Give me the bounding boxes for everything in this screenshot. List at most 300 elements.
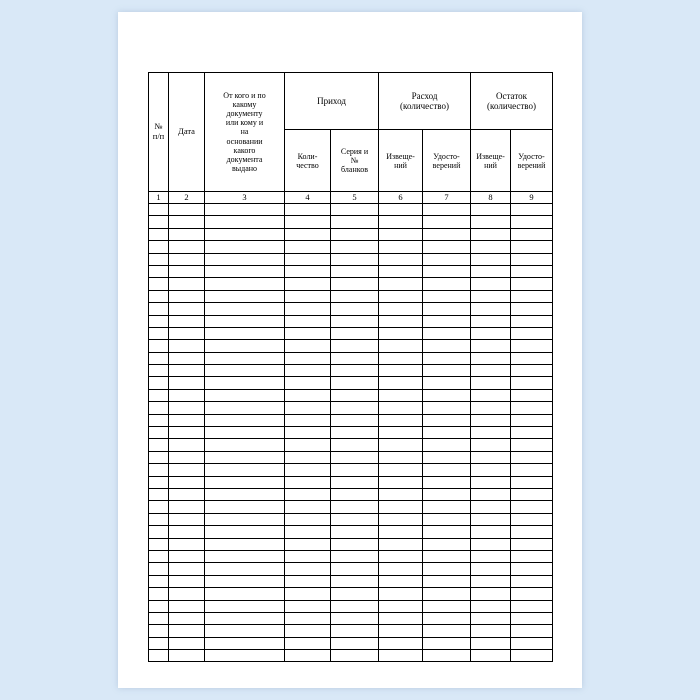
table-cell[interactable] (511, 402, 553, 414)
table-cell[interactable] (205, 402, 285, 414)
table-cell[interactable] (169, 414, 205, 426)
table-cell[interactable] (379, 352, 423, 364)
table-cell[interactable] (285, 575, 331, 587)
table-cell[interactable] (471, 402, 511, 414)
table-row[interactable] (149, 427, 553, 439)
table-cell[interactable] (331, 377, 379, 389)
table-cell[interactable] (423, 427, 471, 439)
table-cell[interactable] (331, 650, 379, 662)
table-cell[interactable] (205, 575, 285, 587)
table-row[interactable] (149, 476, 553, 488)
table-cell[interactable] (169, 303, 205, 315)
table-cell[interactable] (331, 439, 379, 451)
table-cell[interactable] (423, 612, 471, 624)
table-cell[interactable] (379, 228, 423, 240)
table-cell[interactable] (331, 228, 379, 240)
table-cell[interactable] (423, 340, 471, 352)
table-cell[interactable] (511, 612, 553, 624)
table-cell[interactable] (149, 204, 169, 216)
table-cell[interactable] (511, 389, 553, 401)
table-cell[interactable] (331, 538, 379, 550)
table-cell[interactable] (169, 600, 205, 612)
table-cell[interactable] (511, 650, 553, 662)
table-cell[interactable] (331, 352, 379, 364)
table-cell[interactable] (379, 241, 423, 253)
table-cell[interactable] (205, 451, 285, 463)
table-cell[interactable] (149, 625, 169, 637)
table-cell[interactable] (169, 550, 205, 562)
table-cell[interactable] (471, 637, 511, 649)
table-cell[interactable] (169, 451, 205, 463)
table-cell[interactable] (511, 241, 553, 253)
table-cell[interactable] (379, 513, 423, 525)
table-cell[interactable] (205, 327, 285, 339)
table-row[interactable] (149, 501, 553, 513)
table-row[interactable] (149, 575, 553, 587)
table-cell[interactable] (285, 204, 331, 216)
table-cell[interactable] (423, 352, 471, 364)
table-cell[interactable] (423, 600, 471, 612)
table-cell[interactable] (423, 575, 471, 587)
table-cell[interactable] (379, 501, 423, 513)
table-cell[interactable] (169, 352, 205, 364)
table-cell[interactable] (379, 265, 423, 277)
table-cell[interactable] (205, 241, 285, 253)
table-cell[interactable] (169, 204, 205, 216)
table-cell[interactable] (511, 637, 553, 649)
table-cell[interactable] (379, 315, 423, 327)
table-cell[interactable] (379, 650, 423, 662)
table-cell[interactable] (423, 241, 471, 253)
table-cell[interactable] (511, 476, 553, 488)
table-cell[interactable] (511, 464, 553, 476)
table-cell[interactable] (471, 526, 511, 538)
table-cell[interactable] (331, 451, 379, 463)
table-cell[interactable] (379, 526, 423, 538)
table-cell[interactable] (471, 352, 511, 364)
table-cell[interactable] (285, 352, 331, 364)
table-cell[interactable] (511, 204, 553, 216)
table-cell[interactable] (379, 290, 423, 302)
table-cell[interactable] (149, 464, 169, 476)
table-cell[interactable] (149, 278, 169, 290)
table-cell[interactable] (379, 427, 423, 439)
table-cell[interactable] (471, 612, 511, 624)
table-cell[interactable] (205, 377, 285, 389)
table-cell[interactable] (285, 228, 331, 240)
table-cell[interactable] (205, 538, 285, 550)
table-row[interactable] (149, 625, 553, 637)
table-cell[interactable] (471, 550, 511, 562)
table-row[interactable] (149, 600, 553, 612)
table-cell[interactable] (169, 427, 205, 439)
table-cell[interactable] (511, 513, 553, 525)
table-cell[interactable] (379, 588, 423, 600)
table-row[interactable] (149, 340, 553, 352)
table-cell[interactable] (471, 439, 511, 451)
table-cell[interactable] (285, 637, 331, 649)
table-cell[interactable] (379, 612, 423, 624)
table-cell[interactable] (471, 204, 511, 216)
table-cell[interactable] (331, 402, 379, 414)
table-cell[interactable] (205, 588, 285, 600)
table-cell[interactable] (205, 414, 285, 426)
table-cell[interactable] (149, 389, 169, 401)
table-cell[interactable] (511, 278, 553, 290)
table-cell[interactable] (379, 278, 423, 290)
table-cell[interactable] (471, 228, 511, 240)
table-cell[interactable] (285, 414, 331, 426)
table-cell[interactable] (379, 327, 423, 339)
table-cell[interactable] (149, 513, 169, 525)
table-cell[interactable] (379, 488, 423, 500)
table-cell[interactable] (285, 278, 331, 290)
table-cell[interactable] (149, 340, 169, 352)
table-cell[interactable] (205, 513, 285, 525)
table-cell[interactable] (331, 340, 379, 352)
table-cell[interactable] (205, 526, 285, 538)
table-cell[interactable] (379, 377, 423, 389)
table-cell[interactable] (379, 625, 423, 637)
table-cell[interactable] (285, 476, 331, 488)
table-cell[interactable] (331, 526, 379, 538)
table-cell[interactable] (205, 340, 285, 352)
table-cell[interactable] (511, 340, 553, 352)
table-cell[interactable] (169, 439, 205, 451)
table-row[interactable] (149, 451, 553, 463)
table-cell[interactable] (379, 216, 423, 228)
table-cell[interactable] (205, 365, 285, 377)
table-row[interactable] (149, 377, 553, 389)
table-cell[interactable] (471, 365, 511, 377)
table-cell[interactable] (169, 340, 205, 352)
table-cell[interactable] (331, 501, 379, 513)
table-cell[interactable] (511, 451, 553, 463)
table-cell[interactable] (471, 278, 511, 290)
table-cell[interactable] (169, 538, 205, 550)
table-cell[interactable] (149, 488, 169, 500)
table-cell[interactable] (471, 513, 511, 525)
table-row[interactable] (149, 228, 553, 240)
table-cell[interactable] (423, 550, 471, 562)
table-cell[interactable] (285, 265, 331, 277)
table-cell[interactable] (331, 563, 379, 575)
table-cell[interactable] (423, 228, 471, 240)
table-cell[interactable] (423, 538, 471, 550)
table-cell[interactable] (511, 501, 553, 513)
table-cell[interactable] (511, 427, 553, 439)
table-cell[interactable] (285, 303, 331, 315)
table-cell[interactable] (205, 290, 285, 302)
table-cell[interactable] (423, 476, 471, 488)
table-cell[interactable] (511, 315, 553, 327)
table-cell[interactable] (471, 488, 511, 500)
table-cell[interactable] (511, 265, 553, 277)
table-row[interactable] (149, 612, 553, 624)
table-cell[interactable] (205, 612, 285, 624)
table-cell[interactable] (149, 588, 169, 600)
table-cell[interactable] (471, 575, 511, 587)
table-cell[interactable] (285, 526, 331, 538)
table-cell[interactable] (285, 650, 331, 662)
table-cell[interactable] (205, 253, 285, 265)
table-cell[interactable] (511, 414, 553, 426)
table-cell[interactable] (511, 538, 553, 550)
table-cell[interactable] (331, 389, 379, 401)
table-cell[interactable] (169, 228, 205, 240)
table-cell[interactable] (169, 389, 205, 401)
table-cell[interactable] (471, 340, 511, 352)
table-cell[interactable] (331, 625, 379, 637)
table-row[interactable] (149, 253, 553, 265)
table-cell[interactable] (331, 600, 379, 612)
table-cell[interactable] (331, 464, 379, 476)
table-cell[interactable] (285, 216, 331, 228)
table-cell[interactable] (205, 204, 285, 216)
table-cell[interactable] (331, 303, 379, 315)
table-cell[interactable] (423, 464, 471, 476)
table-cell[interactable] (285, 464, 331, 476)
table-cell[interactable] (379, 414, 423, 426)
table-cell[interactable] (285, 402, 331, 414)
table-cell[interactable] (285, 241, 331, 253)
table-cell[interactable] (471, 241, 511, 253)
table-cell[interactable] (423, 265, 471, 277)
table-cell[interactable] (285, 563, 331, 575)
table-cell[interactable] (149, 600, 169, 612)
table-cell[interactable] (511, 563, 553, 575)
table-cell[interactable] (471, 315, 511, 327)
table-cell[interactable] (511, 228, 553, 240)
table-cell[interactable] (423, 451, 471, 463)
table-cell[interactable] (169, 526, 205, 538)
table-cell[interactable] (511, 352, 553, 364)
table-row[interactable] (149, 315, 553, 327)
table-row[interactable] (149, 637, 553, 649)
table-row[interactable] (149, 563, 553, 575)
table-cell[interactable] (205, 476, 285, 488)
table-cell[interactable] (471, 476, 511, 488)
table-cell[interactable] (471, 427, 511, 439)
table-cell[interactable] (285, 625, 331, 637)
table-cell[interactable] (169, 650, 205, 662)
table-cell[interactable] (511, 588, 553, 600)
table-cell[interactable] (205, 637, 285, 649)
table-cell[interactable] (205, 439, 285, 451)
table-cell[interactable] (331, 414, 379, 426)
table-cell[interactable] (471, 377, 511, 389)
table-cell[interactable] (511, 253, 553, 265)
table-cell[interactable] (331, 241, 379, 253)
table-cell[interactable] (331, 253, 379, 265)
table-cell[interactable] (379, 600, 423, 612)
table-cell[interactable] (331, 427, 379, 439)
table-cell[interactable] (471, 538, 511, 550)
table-row[interactable] (149, 389, 553, 401)
table-cell[interactable] (285, 612, 331, 624)
table-cell[interactable] (169, 216, 205, 228)
table-cell[interactable] (205, 315, 285, 327)
table-cell[interactable] (331, 365, 379, 377)
table-cell[interactable] (331, 588, 379, 600)
table-cell[interactable] (471, 414, 511, 426)
table-cell[interactable] (285, 513, 331, 525)
table-row[interactable] (149, 439, 553, 451)
table-cell[interactable] (169, 625, 205, 637)
table-cell[interactable] (169, 464, 205, 476)
table-cell[interactable] (331, 637, 379, 649)
table-row[interactable] (149, 241, 553, 253)
table-cell[interactable] (169, 241, 205, 253)
table-cell[interactable] (149, 526, 169, 538)
table-cell[interactable] (511, 526, 553, 538)
table-cell[interactable] (149, 377, 169, 389)
table-cell[interactable] (379, 575, 423, 587)
table-cell[interactable] (149, 216, 169, 228)
table-cell[interactable] (149, 265, 169, 277)
table-cell[interactable] (379, 439, 423, 451)
table-cell[interactable] (169, 377, 205, 389)
table-cell[interactable] (169, 612, 205, 624)
table-cell[interactable] (423, 377, 471, 389)
table-cell[interactable] (149, 241, 169, 253)
table-cell[interactable] (205, 501, 285, 513)
table-cell[interactable] (331, 476, 379, 488)
table-cell[interactable] (149, 402, 169, 414)
table-cell[interactable] (471, 563, 511, 575)
table-cell[interactable] (379, 253, 423, 265)
table-row[interactable] (149, 526, 553, 538)
table-cell[interactable] (285, 600, 331, 612)
table-cell[interactable] (285, 439, 331, 451)
table-cell[interactable] (331, 550, 379, 562)
table-cell[interactable] (149, 550, 169, 562)
table-cell[interactable] (423, 650, 471, 662)
table-cell[interactable] (169, 501, 205, 513)
table-cell[interactable] (285, 365, 331, 377)
table-cell[interactable] (149, 575, 169, 587)
table-cell[interactable] (205, 563, 285, 575)
table-cell[interactable] (379, 204, 423, 216)
table-cell[interactable] (285, 488, 331, 500)
table-cell[interactable] (511, 550, 553, 562)
table-cell[interactable] (331, 513, 379, 525)
table-cell[interactable] (169, 575, 205, 587)
table-cell[interactable] (169, 637, 205, 649)
table-row[interactable] (149, 650, 553, 662)
table-row[interactable] (149, 538, 553, 550)
table-cell[interactable] (423, 588, 471, 600)
table-cell[interactable] (379, 550, 423, 562)
table-cell[interactable] (471, 600, 511, 612)
table-cell[interactable] (511, 575, 553, 587)
table-cell[interactable] (169, 513, 205, 525)
table-row[interactable] (149, 464, 553, 476)
table-cell[interactable] (205, 488, 285, 500)
table-cell[interactable] (423, 414, 471, 426)
table-cell[interactable] (149, 290, 169, 302)
table-cell[interactable] (471, 501, 511, 513)
table-cell[interactable] (169, 265, 205, 277)
table-cell[interactable] (205, 278, 285, 290)
table-cell[interactable] (379, 563, 423, 575)
table-row[interactable] (149, 488, 553, 500)
table-cell[interactable] (471, 290, 511, 302)
table-cell[interactable] (471, 265, 511, 277)
table-cell[interactable] (205, 352, 285, 364)
table-cell[interactable] (331, 216, 379, 228)
table-cell[interactable] (149, 563, 169, 575)
table-cell[interactable] (379, 303, 423, 315)
table-row[interactable] (149, 327, 553, 339)
table-cell[interactable] (511, 303, 553, 315)
table-cell[interactable] (471, 588, 511, 600)
table-cell[interactable] (471, 650, 511, 662)
table-cell[interactable] (471, 216, 511, 228)
table-cell[interactable] (471, 389, 511, 401)
table-cell[interactable] (149, 365, 169, 377)
table-cell[interactable] (205, 600, 285, 612)
table-cell[interactable] (511, 625, 553, 637)
table-cell[interactable] (423, 563, 471, 575)
table-cell[interactable] (423, 327, 471, 339)
table-cell[interactable] (331, 612, 379, 624)
table-cell[interactable] (149, 315, 169, 327)
table-cell[interactable] (379, 476, 423, 488)
table-cell[interactable] (379, 637, 423, 649)
table-row[interactable] (149, 365, 553, 377)
table-cell[interactable] (169, 253, 205, 265)
table-cell[interactable] (423, 365, 471, 377)
table-cell[interactable] (423, 625, 471, 637)
table-cell[interactable] (423, 253, 471, 265)
table-cell[interactable] (331, 278, 379, 290)
table-cell[interactable] (331, 315, 379, 327)
table-cell[interactable] (379, 451, 423, 463)
table-row[interactable] (149, 204, 553, 216)
table-row[interactable] (149, 303, 553, 315)
table-cell[interactable] (169, 476, 205, 488)
table-cell[interactable] (379, 464, 423, 476)
table-cell[interactable] (511, 327, 553, 339)
table-cell[interactable] (423, 303, 471, 315)
table-cell[interactable] (205, 389, 285, 401)
table-cell[interactable] (205, 228, 285, 240)
table-cell[interactable] (511, 439, 553, 451)
table-cell[interactable] (423, 637, 471, 649)
table-cell[interactable] (169, 402, 205, 414)
table-cell[interactable] (331, 290, 379, 302)
table-cell[interactable] (511, 365, 553, 377)
table-cell[interactable] (149, 538, 169, 550)
table-cell[interactable] (285, 389, 331, 401)
table-cell[interactable] (423, 439, 471, 451)
table-cell[interactable] (423, 216, 471, 228)
table-cell[interactable] (149, 476, 169, 488)
table-cell[interactable] (285, 315, 331, 327)
table-row[interactable] (149, 414, 553, 426)
table-cell[interactable] (285, 501, 331, 513)
table-cell[interactable] (471, 451, 511, 463)
table-cell[interactable] (379, 402, 423, 414)
table-cell[interactable] (149, 439, 169, 451)
table-cell[interactable] (205, 265, 285, 277)
table-cell[interactable] (511, 488, 553, 500)
table-cell[interactable] (149, 427, 169, 439)
table-cell[interactable] (423, 488, 471, 500)
table-cell[interactable] (149, 352, 169, 364)
table-cell[interactable] (379, 365, 423, 377)
